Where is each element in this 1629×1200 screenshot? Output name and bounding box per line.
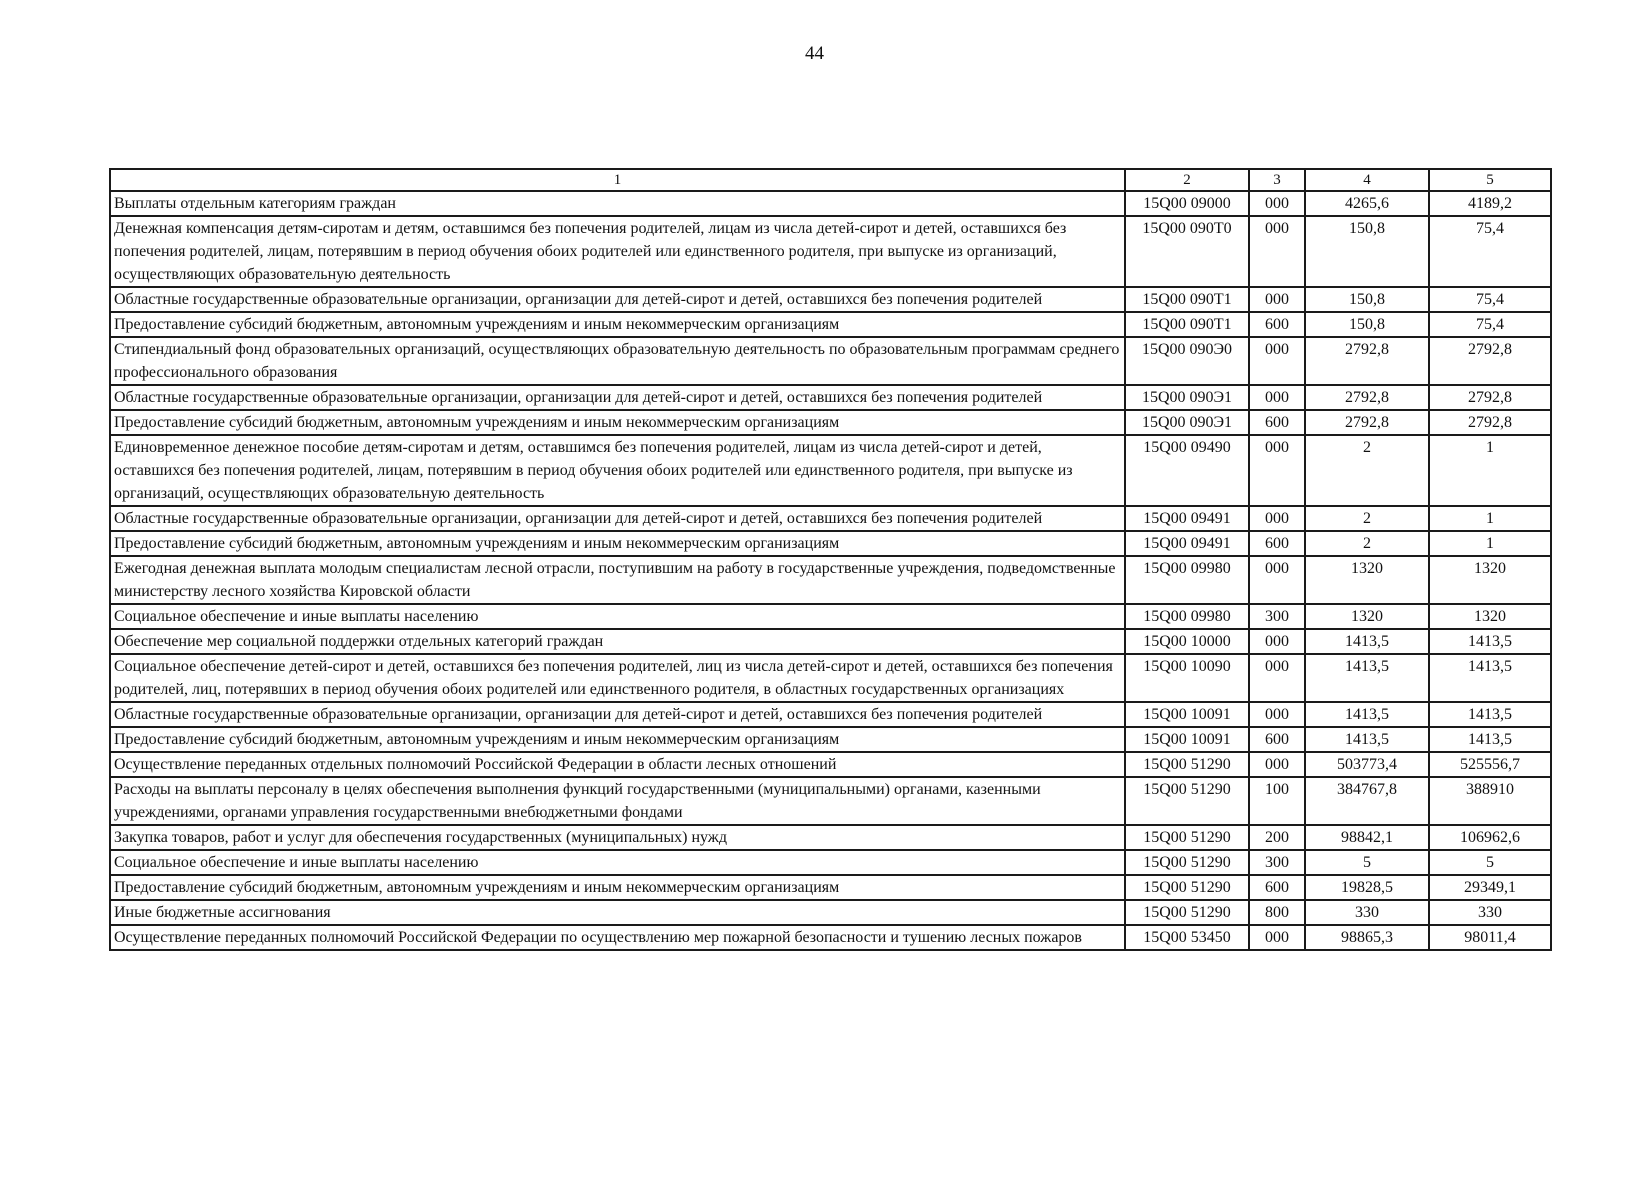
table-row <box>110 604 1551 629</box>
table-row <box>110 410 1551 435</box>
row-type-cell: 000 <box>1249 287 1305 312</box>
row-name-cell: Закупка товаров, работ и услуг для обеспечения государственных (муниципальных) нужд <box>110 825 1125 850</box>
row-type-cell: 600 <box>1249 875 1305 900</box>
table-row <box>110 850 1551 875</box>
row-name-cell: Областные государственные образовательные организации, организации для детей-сирот и детей, оставшихся без попечения родителей <box>110 702 1125 727</box>
table-body <box>110 191 1551 950</box>
row-code-cell: 15Q00 10091 <box>1125 727 1249 752</box>
row-code-cell: 15Q00 090Э0 <box>1125 337 1249 385</box>
row-name-cell: Денежная компенсация детям-сиротам и детям, оставшимся без попечения родителей, лицам из числа детей-сирот и детей, оставшихся без попечения родителей, лицам, потерявшим в период обучения обоих родителей или единственного родителя, при выпуске из организаций, осуществляющих образовательную деятельность <box>110 216 1125 287</box>
row-value-col5-cell: 1413,5 <box>1429 727 1551 752</box>
column-header-3: 3 <box>1249 169 1305 191</box>
row-code-cell: 15Q00 090Т1 <box>1125 312 1249 337</box>
row-name-cell: Предоставление субсидий бюджетным, автономным учреждениям и иным некоммерческим организациям <box>110 410 1125 435</box>
row-value-col5-cell: 1320 <box>1429 556 1551 604</box>
table-row <box>110 506 1551 531</box>
row-value-col5-cell: 1413,5 <box>1429 654 1551 702</box>
row-value-col4-cell: 2 <box>1305 435 1429 506</box>
row-type-cell: 000 <box>1249 702 1305 727</box>
row-name-cell: Обеспечение мер социальной поддержки отдельных категорий граждан <box>110 629 1125 654</box>
row-value-col4-cell: 19828,5 <box>1305 875 1429 900</box>
row-name-cell: Социальное обеспечение детей-сирот и детей, оставшихся без попечения родителей, лиц из числа детей-сирот и детей, оставшихся без попечения родителей, лиц, потерявших в период обучения обоих родителей или единственного родителя, в областных государственных организациях <box>110 654 1125 702</box>
row-code-cell: 15Q00 09490 <box>1125 435 1249 506</box>
table-row <box>110 216 1551 287</box>
row-value-col4-cell: 4265,6 <box>1305 191 1429 216</box>
row-value-col5-cell: 4189,2 <box>1429 191 1551 216</box>
row-code-cell: 15Q00 09491 <box>1125 531 1249 556</box>
row-value-col5-cell: 1 <box>1429 435 1551 506</box>
table-row <box>110 900 1551 925</box>
header-row <box>110 169 1551 191</box>
row-code-cell: 15Q00 09980 <box>1125 556 1249 604</box>
row-code-cell: 15Q00 51290 <box>1125 825 1249 850</box>
row-name-cell: Предоставление субсидий бюджетным, автономным учреждениям и иным некоммерческим организациям <box>110 312 1125 337</box>
row-name-cell: Единовременное денежное пособие детям-сиротам и детям, оставшимся без попечения родителей, лицам из числа детей-сирот и детей, оставшихся без попечения родителей, лицам, потерявшим в период обучения обоих родителей или единственного родителя, при выпуске из организаций, осуществляющих образовательную деятельность <box>110 435 1125 506</box>
column-header-5: 5 <box>1429 169 1551 191</box>
row-value-col5-cell: 330 <box>1429 900 1551 925</box>
table-row <box>110 385 1551 410</box>
column-header-2: 2 <box>1125 169 1249 191</box>
row-value-col5-cell: 5 <box>1429 850 1551 875</box>
row-value-col4-cell: 503773,4 <box>1305 752 1429 777</box>
row-value-col4-cell: 384767,8 <box>1305 777 1429 825</box>
row-name-cell: Социальное обеспечение и иные выплаты населению <box>110 850 1125 875</box>
row-type-cell: 000 <box>1249 752 1305 777</box>
row-type-cell: 800 <box>1249 900 1305 925</box>
row-name-cell: Осуществление переданных отдельных полномочий Российской Федерации в области лесных отношений <box>110 752 1125 777</box>
row-type-cell: 000 <box>1249 216 1305 287</box>
row-code-cell: 15Q00 090Э1 <box>1125 410 1249 435</box>
table-row <box>110 727 1551 752</box>
row-value-col4-cell: 150,8 <box>1305 287 1429 312</box>
budget-table <box>109 168 1552 951</box>
row-code-cell: 15Q00 09980 <box>1125 604 1249 629</box>
row-name-cell: Предоставление субсидий бюджетным, автономным учреждениям и иным некоммерческим организациям <box>110 531 1125 556</box>
table-row <box>110 825 1551 850</box>
row-type-cell: 600 <box>1249 410 1305 435</box>
row-type-cell: 600 <box>1249 312 1305 337</box>
row-value-col4-cell: 2 <box>1305 506 1429 531</box>
row-value-col5-cell: 75,4 <box>1429 287 1551 312</box>
row-type-cell: 300 <box>1249 604 1305 629</box>
row-value-col4-cell: 2792,8 <box>1305 337 1429 385</box>
row-code-cell: 15Q00 10000 <box>1125 629 1249 654</box>
row-value-col4-cell: 1413,5 <box>1305 727 1429 752</box>
row-name-cell: Выплаты отдельным категориям граждан <box>110 191 1125 216</box>
row-value-col4-cell: 1320 <box>1305 556 1429 604</box>
row-name-cell: Областные государственные образовательные организации, организации для детей-сирот и детей, оставшихся без попечения родителей <box>110 506 1125 531</box>
row-value-col5-cell: 1320 <box>1429 604 1551 629</box>
row-value-col5-cell: 75,4 <box>1429 216 1551 287</box>
row-value-col5-cell: 1 <box>1429 506 1551 531</box>
row-name-cell: Предоставление субсидий бюджетным, автономным учреждениям и иным некоммерческим организациям <box>110 875 1125 900</box>
table-row <box>110 925 1551 950</box>
row-code-cell: 15Q00 51290 <box>1125 777 1249 825</box>
row-value-col5-cell: 2792,8 <box>1429 385 1551 410</box>
table-row <box>110 777 1551 825</box>
row-value-col5-cell: 106962,6 <box>1429 825 1551 850</box>
row-value-col5-cell: 388910 <box>1429 777 1551 825</box>
row-name-cell: Иные бюджетные ассигнования <box>110 900 1125 925</box>
row-value-col5-cell: 98011,4 <box>1429 925 1551 950</box>
row-value-col5-cell: 75,4 <box>1429 312 1551 337</box>
row-value-col4-cell: 150,8 <box>1305 312 1429 337</box>
table-row <box>110 312 1551 337</box>
row-type-cell: 100 <box>1249 777 1305 825</box>
row-code-cell: 15Q00 51290 <box>1125 850 1249 875</box>
row-name-cell: Областные государственные образовательные организации, организации для детей-сирот и детей, оставшихся без попечения родителей <box>110 287 1125 312</box>
column-header-1: 1 <box>110 169 1125 191</box>
table-row <box>110 337 1551 385</box>
row-value-col4-cell: 2792,8 <box>1305 410 1429 435</box>
row-type-cell: 600 <box>1249 727 1305 752</box>
row-name-cell: Ежегодная денежная выплата молодым специалистам лесной отрасли, поступившим на работу в государственные учреждения, подведомственные министерству лесного хозяйства Кировской области <box>110 556 1125 604</box>
table-row <box>110 702 1551 727</box>
table-row <box>110 531 1551 556</box>
row-type-cell: 000 <box>1249 925 1305 950</box>
row-type-cell: 200 <box>1249 825 1305 850</box>
row-name-cell: Осуществление переданных полномочий Российской Федерации по осуществлению мер пожарной безопасности и тушению лесных пожаров <box>110 925 1125 950</box>
row-value-col5-cell: 2792,8 <box>1429 337 1551 385</box>
row-code-cell: 15Q00 090Э1 <box>1125 385 1249 410</box>
row-type-cell: 600 <box>1249 531 1305 556</box>
row-value-col5-cell: 29349,1 <box>1429 875 1551 900</box>
row-code-cell: 15Q00 09000 <box>1125 191 1249 216</box>
row-value-col4-cell: 330 <box>1305 900 1429 925</box>
row-code-cell: 15Q00 10091 <box>1125 702 1249 727</box>
row-name-cell: Областные государственные образовательные организации, организации для детей-сирот и детей, оставшихся без попечения родителей <box>110 385 1125 410</box>
table-row <box>110 752 1551 777</box>
row-value-col5-cell: 1 <box>1429 531 1551 556</box>
row-type-cell: 000 <box>1249 385 1305 410</box>
row-name-cell: Расходы на выплаты персоналу в целях обеспечения выполнения функций государственными (муниципальными) органами, казенными учреждениями, органами управления государственными внебюджетными фондами <box>110 777 1125 825</box>
row-type-cell: 000 <box>1249 337 1305 385</box>
row-code-cell: 15Q00 09491 <box>1125 506 1249 531</box>
table-row <box>110 556 1551 604</box>
row-name-cell: Предоставление субсидий бюджетным, автономным учреждениям и иным некоммерческим организациям <box>110 727 1125 752</box>
row-code-cell: 15Q00 10090 <box>1125 654 1249 702</box>
column-header-4: 4 <box>1305 169 1429 191</box>
table-row <box>110 654 1551 702</box>
row-value-col5-cell: 525556,7 <box>1429 752 1551 777</box>
table-row <box>110 287 1551 312</box>
table-row <box>110 191 1551 216</box>
row-code-cell: 15Q00 53450 <box>1125 925 1249 950</box>
row-name-cell: Социальное обеспечение и иные выплаты населению <box>110 604 1125 629</box>
page-number: 44 <box>805 43 824 64</box>
row-type-cell: 300 <box>1249 850 1305 875</box>
row-type-cell: 000 <box>1249 556 1305 604</box>
row-code-cell: 15Q00 090Т0 <box>1125 216 1249 287</box>
row-value-col4-cell: 1413,5 <box>1305 654 1429 702</box>
row-type-cell: 000 <box>1249 191 1305 216</box>
row-code-cell: 15Q00 51290 <box>1125 900 1249 925</box>
row-value-col4-cell: 1413,5 <box>1305 629 1429 654</box>
row-value-col4-cell: 150,8 <box>1305 216 1429 287</box>
row-code-cell: 15Q00 090Т1 <box>1125 287 1249 312</box>
row-value-col5-cell: 2792,8 <box>1429 410 1551 435</box>
row-value-col4-cell: 2 <box>1305 531 1429 556</box>
row-value-col4-cell: 98842,1 <box>1305 825 1429 850</box>
row-type-cell: 000 <box>1249 629 1305 654</box>
row-value-col5-cell: 1413,5 <box>1429 702 1551 727</box>
table-row <box>110 435 1551 506</box>
row-name-cell: Стипендиальный фонд образовательных организаций, осуществляющих образовательную деятельность по образовательным программам среднего профессионального образования <box>110 337 1125 385</box>
row-value-col4-cell: 1320 <box>1305 604 1429 629</box>
row-type-cell: 000 <box>1249 654 1305 702</box>
row-value-col4-cell: 2792,8 <box>1305 385 1429 410</box>
row-type-cell: 000 <box>1249 506 1305 531</box>
row-value-col4-cell: 1413,5 <box>1305 702 1429 727</box>
row-value-col4-cell: 5 <box>1305 850 1429 875</box>
row-value-col5-cell: 1413,5 <box>1429 629 1551 654</box>
table-row <box>110 875 1551 900</box>
row-type-cell: 000 <box>1249 435 1305 506</box>
row-value-col4-cell: 98865,3 <box>1305 925 1429 950</box>
table-row <box>110 629 1551 654</box>
row-code-cell: 15Q00 51290 <box>1125 752 1249 777</box>
row-code-cell: 15Q00 51290 <box>1125 875 1249 900</box>
